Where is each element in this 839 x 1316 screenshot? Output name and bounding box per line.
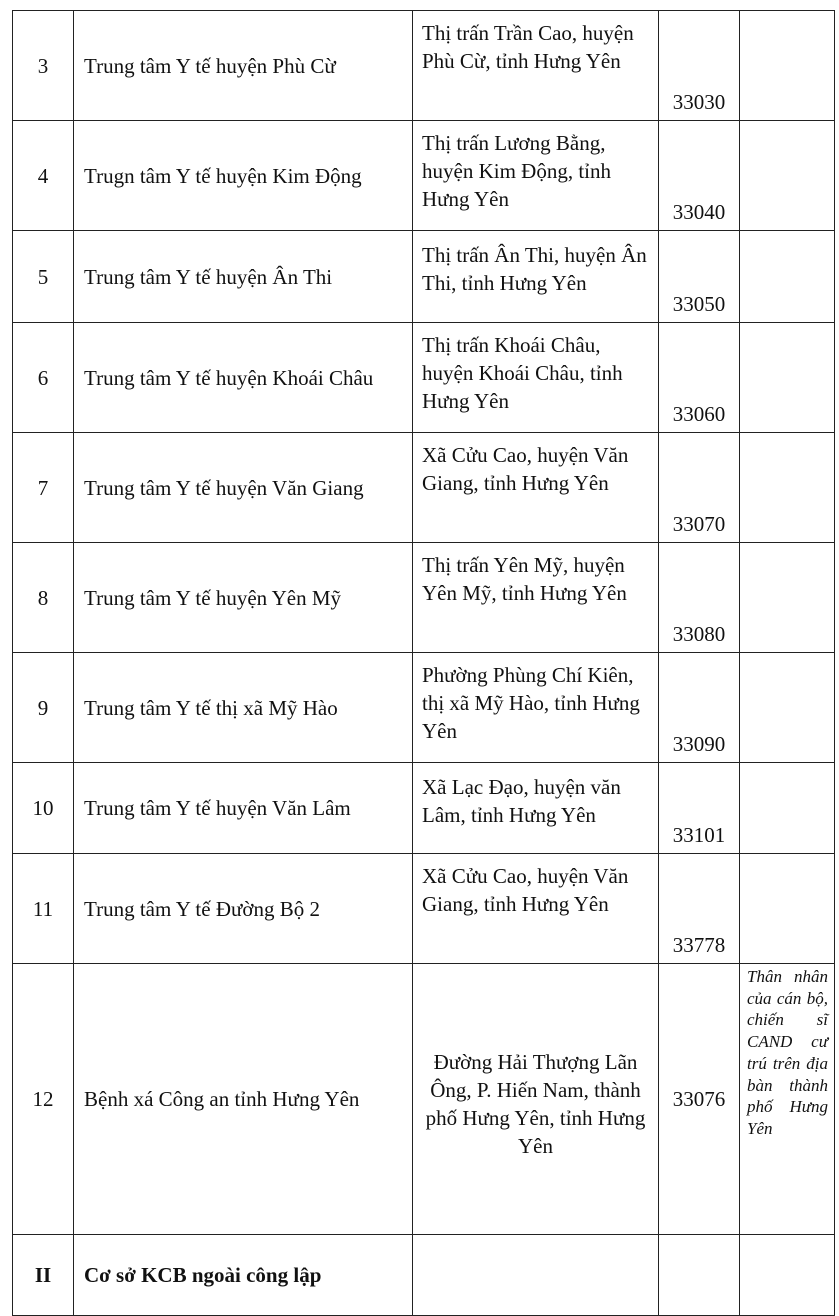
row-number: 5 — [13, 231, 74, 323]
facility-code: 33030 — [659, 11, 740, 121]
facility-name: Trung tâm Y tế huyện Yên Mỹ — [74, 543, 413, 653]
facility-code: 33778 — [659, 854, 740, 964]
facility-code: 33076 — [659, 964, 740, 1235]
facility-name: Trung tâm Y tế huyện Phù Cừ — [74, 11, 413, 121]
facility-note — [740, 433, 835, 543]
table-row — [13, 964, 835, 1235]
facility-name: Trung tâm Y tế Đường Bộ 2 — [74, 854, 413, 964]
facility-code: 33050 — [659, 231, 740, 323]
facility-name: Trung tâm Y tế huyện Khoái Châu — [74, 323, 413, 433]
facility-address: Thị trấn Khoái Châu, huyện Khoái Châu, tỉnh Hưng Yên — [413, 323, 659, 433]
facility-address: Xã Cửu Cao, huyện Văn Giang, tỉnh Hưng Yên — [413, 854, 659, 964]
facility-note — [740, 11, 835, 121]
table-row — [13, 11, 835, 121]
facility-name: Trung tâm Y tế huyện Văn Lâm — [74, 763, 413, 854]
facility-address: Thị trấn Ân Thi, huyện Ân Thi, tỉnh Hưng Yên — [413, 231, 659, 323]
facility-table — [12, 10, 835, 1316]
row-number: 6 — [13, 323, 74, 433]
empty-cell — [740, 1235, 835, 1316]
table-row — [13, 433, 835, 543]
facility-address: Thị trấn Lương Bằng, huyện Kim Động, tỉnh Hưng Yên — [413, 121, 659, 231]
facility-address: Thị trấn Yên Mỹ, huyện Yên Mỹ, tỉnh Hưng Yên — [413, 543, 659, 653]
row-number: 10 — [13, 763, 74, 854]
facility-name: Trung tâm Y tế huyện Văn Giang — [74, 433, 413, 543]
section-number: II — [13, 1235, 74, 1316]
facility-note — [740, 653, 835, 763]
facility-code: 33060 — [659, 323, 740, 433]
section-title: Cơ sở KCB ngoài công lập — [74, 1235, 413, 1316]
empty-cell — [413, 1235, 659, 1316]
facility-code: 33070 — [659, 433, 740, 543]
facility-note — [740, 231, 835, 323]
row-number: 3 — [13, 11, 74, 121]
facility-address: Phường Phùng Chí Kiên, thị xã Mỹ Hào, tỉnh Hưng Yên — [413, 653, 659, 763]
table-row — [13, 231, 835, 323]
facility-address: Xã Cửu Cao, huyện Văn Giang, tỉnh Hưng Yên — [413, 433, 659, 543]
facility-code: 33090 — [659, 653, 740, 763]
row-number: 7 — [13, 433, 74, 543]
facility-code: 33040 — [659, 121, 740, 231]
table-row — [13, 543, 835, 653]
facility-note — [740, 854, 835, 964]
table-row — [13, 763, 835, 854]
facility-note: Thân nhân của cán bộ, chiến sĩ CAND cư trú trên địa bàn thành phố Hưng Yên — [740, 964, 835, 1235]
facility-note — [740, 763, 835, 854]
facility-name: Trung tâm Y tế huyện Ân Thi — [74, 231, 413, 323]
facility-name: Trung tâm Y tế thị xã Mỹ Hào — [74, 653, 413, 763]
facility-address: Xã Lạc Đạo, huyện văn Lâm, tỉnh Hưng Yên — [413, 763, 659, 854]
facility-note — [740, 543, 835, 653]
facility-code: 33101 — [659, 763, 740, 854]
row-number: 12 — [13, 964, 74, 1235]
facility-address: Thị trấn Trần Cao, huyện Phù Cừ, tỉnh Hưng Yên — [413, 11, 659, 121]
facility-note — [740, 121, 835, 231]
table-row — [13, 121, 835, 231]
facility-address: Đường Hải Thượng Lãn Ông, P. Hiến Nam, thành phố Hưng Yên, tỉnh Hưng Yên — [413, 964, 659, 1235]
table-row — [13, 323, 835, 433]
facility-name: Trugn tâm Y tế huyện Kim Động — [74, 121, 413, 231]
row-number: 9 — [13, 653, 74, 763]
table-row — [13, 653, 835, 763]
table-row — [13, 854, 835, 964]
facility-note — [740, 323, 835, 433]
empty-cell — [659, 1235, 740, 1316]
section-row — [13, 1235, 835, 1316]
facility-code: 33080 — [659, 543, 740, 653]
facility-name: Bệnh xá Công an tỉnh Hưng Yên — [74, 964, 413, 1235]
row-number: 11 — [13, 854, 74, 964]
row-number: 8 — [13, 543, 74, 653]
row-number: 4 — [13, 121, 74, 231]
